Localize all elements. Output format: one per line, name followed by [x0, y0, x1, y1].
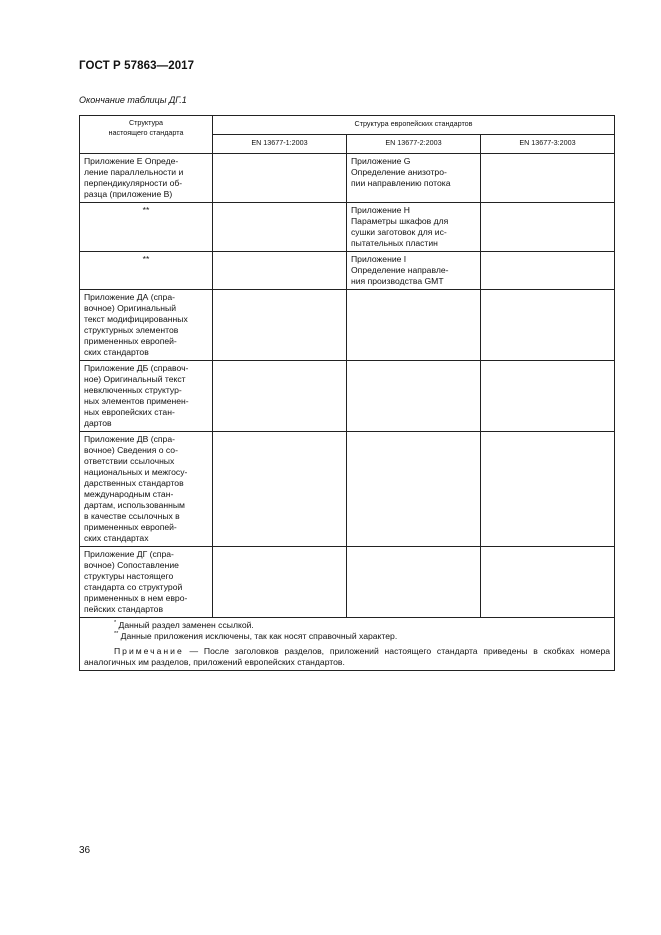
cell-line: Определение направле- [351, 265, 449, 275]
cell-en1 [213, 361, 347, 432]
cell-en2 [347, 252, 481, 290]
cell-line: структуры настоящего [84, 571, 174, 581]
table-header-row [80, 116, 615, 135]
footnote-1-text: Данный раздел заменен ссылкой. [116, 620, 254, 630]
cell-en1 [213, 290, 347, 361]
cell-line: ление параллельности и [84, 167, 184, 177]
cell-line: в качестве ссылочных в [84, 511, 180, 521]
cell-en3 [481, 252, 615, 290]
cell-line: дарственных стандартов [84, 478, 184, 488]
cell-line: национальных и межгосу- [84, 467, 188, 477]
table-row [80, 252, 615, 290]
cell-line: ских стандартов [84, 347, 149, 357]
cell-line: Приложение Н [351, 205, 410, 215]
cell-en1 [213, 432, 347, 547]
excluded-marker: ** [142, 205, 150, 215]
page-number: 36 [79, 845, 91, 856]
cell-line: пейских стандартов [84, 604, 164, 614]
cell-en2 [347, 203, 481, 252]
table-caption: Окончание таблицы ДГ.1 [79, 95, 187, 105]
cell-line: невключенных структур- [84, 385, 182, 395]
cell-line: текст модифицированных [84, 314, 188, 324]
cell-line: дартам, использованным [84, 500, 185, 510]
cell-line: примененных европей- [84, 336, 177, 346]
cell-en3 [481, 290, 615, 361]
footnote-1-mark: * [114, 620, 117, 627]
cell-en2 [347, 154, 481, 203]
table-row [80, 432, 615, 547]
cell-en3 [481, 154, 615, 203]
cell-line: Приложение ДА (спра- [84, 292, 175, 302]
table-row [80, 154, 615, 203]
cell-line: Приложение ДГ (спра- [84, 549, 174, 559]
cell-structure [80, 432, 213, 547]
cell-line: международным стан- [84, 489, 174, 499]
cell-line: структурных элементов [84, 325, 179, 335]
cell-en1 [213, 547, 347, 618]
cell-en2 [347, 361, 481, 432]
cell-line: ских стандартах [84, 533, 149, 543]
cell-line: ных европейских стан- [84, 407, 175, 417]
footnote-1 [84, 620, 610, 631]
cell-line: Приложение Е Опреде- [84, 156, 179, 166]
cell-line: Определение анизотро- [351, 167, 447, 177]
footnote-2-mark: ** [114, 631, 119, 638]
table-footnotes [80, 618, 615, 671]
cell-line: сушки заготовок для ис- [351, 227, 447, 237]
cell-en2 [347, 547, 481, 618]
cell-line: дартов [84, 418, 112, 428]
footnote-2 [84, 631, 610, 642]
cell-en2 [347, 290, 481, 361]
cell-line: ответствии ссылочных [84, 456, 175, 466]
cell-line: Параметры шкафов для [351, 216, 449, 226]
cell-structure [80, 361, 213, 432]
note-label: Примечание [114, 646, 184, 656]
table-row [80, 203, 615, 252]
document-header: ГОСТ Р 57863—2017 [79, 60, 195, 72]
cell-line: Приложение I [351, 254, 407, 264]
cell-line: Приложение ДВ (спра- [84, 434, 175, 444]
header-structure-line2: настоящего стандарта [108, 128, 184, 137]
cell-structure [80, 547, 213, 618]
cell-line: пии направлению потока [351, 178, 451, 188]
cell-en1 [213, 252, 347, 290]
cell-line: ных элементов применен- [84, 396, 189, 406]
cell-line: стандарта со структурой [84, 582, 183, 592]
cell-line: вочное) Сопоставление [84, 560, 179, 570]
header-european-group: Структура европейских стандартов [213, 116, 615, 135]
cell-line: примененных в нем евро- [84, 593, 188, 603]
excluded-marker: ** [142, 254, 150, 264]
footnote-2-text: Данные приложения исключены, так как носят справочный характер. [118, 631, 398, 641]
cell-line: вочное) Сведения о со- [84, 445, 178, 455]
cell-en1 [213, 203, 347, 252]
cell-en3 [481, 203, 615, 252]
cell-line: ное) Оригинальный текст [84, 374, 186, 384]
header-structure-line1: Структура [128, 118, 164, 127]
cell-en3 [481, 361, 615, 432]
header-col-en3: EN 13677-3:2003 [481, 135, 615, 154]
cell-line: разца (приложение В) [84, 189, 173, 199]
note-text: — После заголовков разделов, приложений настоящего стандарта приведены в скобках номера аналогичных им разделов, приложений европейских стандартов. [84, 646, 610, 667]
cell-structure [80, 154, 213, 203]
table-row [80, 290, 615, 361]
cell-line: ния производства GMT [351, 276, 444, 286]
table-note [84, 646, 610, 668]
cell-line: Приложение G [351, 156, 411, 166]
cell-line: Приложение ДБ (справоч- [84, 363, 189, 373]
cell-en1 [213, 154, 347, 203]
cell-en3 [481, 547, 615, 618]
cell-en2 [347, 432, 481, 547]
header-structure [80, 116, 213, 154]
table-footnotes-row [80, 618, 615, 671]
cell-en3 [481, 432, 615, 547]
comparison-table [79, 115, 615, 671]
cell-structure [80, 290, 213, 361]
cell-structure [80, 203, 213, 252]
header-col-en2: EN 13677-2:2003 [347, 135, 481, 154]
cell-line: примененных европей- [84, 522, 177, 532]
header-col-en1: EN 13677-1:2003 [213, 135, 347, 154]
cell-structure [80, 252, 213, 290]
table-row [80, 547, 615, 618]
cell-line: перпендикулярности об- [84, 178, 183, 188]
cell-line: пытательных пластин [351, 238, 438, 248]
table-row [80, 361, 615, 432]
cell-line: вочное) Оригинальный [84, 303, 177, 313]
